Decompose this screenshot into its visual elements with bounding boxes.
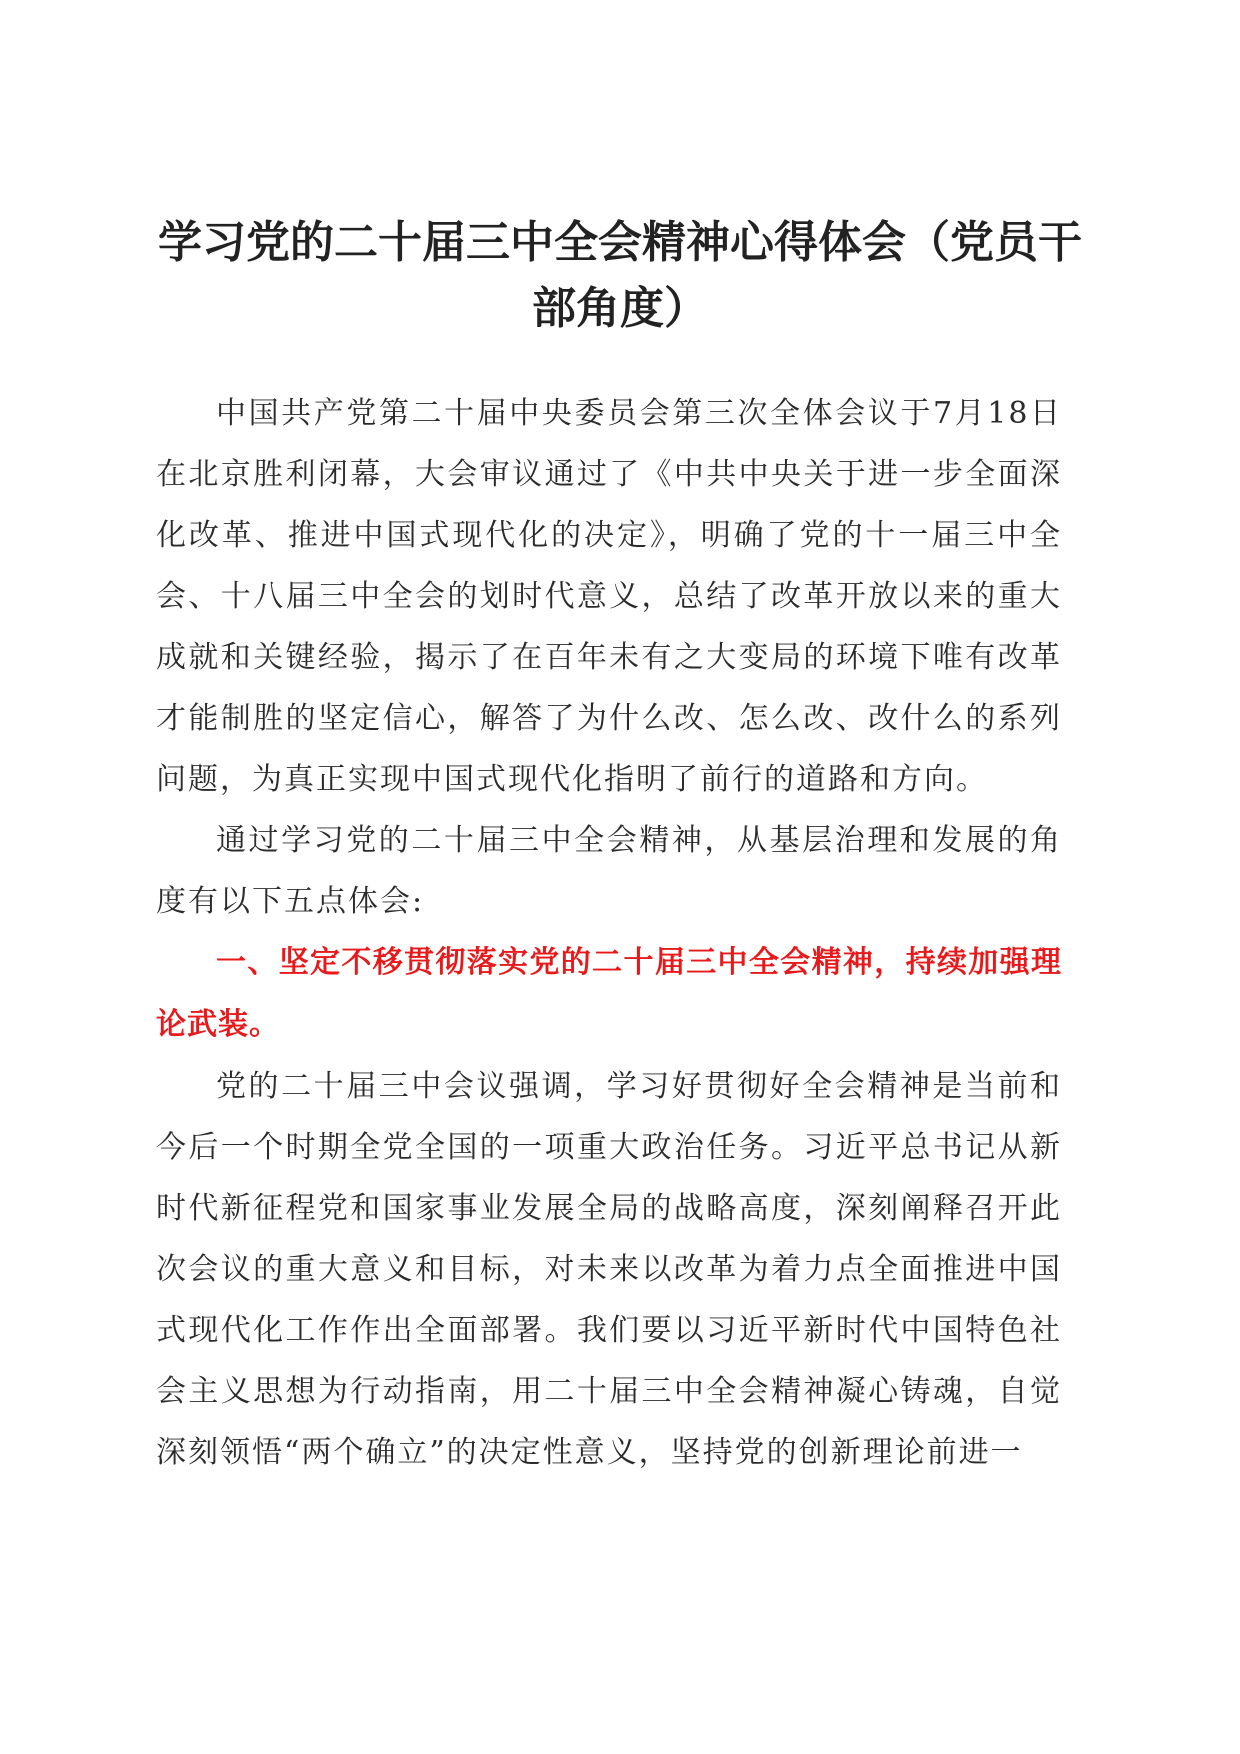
document-body xyxy=(156,383,1062,1483)
paragraph-summary: 通过学习党的二十届三中全会精神，从基层治理和发展的角度有以下五点体会: xyxy=(156,823,1062,919)
paragraph-section-1: 党的二十届三中会议强调，学习好贯彻好全会精神是当前和今后一个时期全党全国的一项重大政治任务。习近平总书记从新时代新征程党和国家事业发展全局的战略高度，深刻阐释召开此次会议的重大意义和目标，对未来以改革为着力点全面推进中国式现代化工作作出全面部署。我们要以习近平新时代中国特色社会主义思想为行动指南，用二十届三中全会精神凝心铸魂，自觉深刻领悟“两个确立”的决定性意义，坚持党的创新理论前进一 xyxy=(156,1069,1062,1470)
section-heading-1: 一、坚定不移贯彻落实党的二十届三中全会精神，持续加强理论武装。 xyxy=(156,945,1062,1042)
paragraph-intro: 中国共产党第二十届中央委员会第三次全体会议于7月18日在北京胜利闭幕，大会审议通过了《中共中央关于进一步全面深化改革、推进中国式现代化的决定》，明确了党的十一届三中全会、十八届三中全会的划时代意义，总结了改革开放以来的重大成就和关键经验，揭示了在百年未有之大变局的环境下唯有改革才能制胜的坚定信心，解答了为什么改、怎么改、改什么的系列问题，为真正实现中国式现代化指明了前行的道路和方向。 xyxy=(156,396,1062,797)
document-title: 学习党的二十届三中全会精神心得体会（党员干部角度） xyxy=(158,217,1082,334)
